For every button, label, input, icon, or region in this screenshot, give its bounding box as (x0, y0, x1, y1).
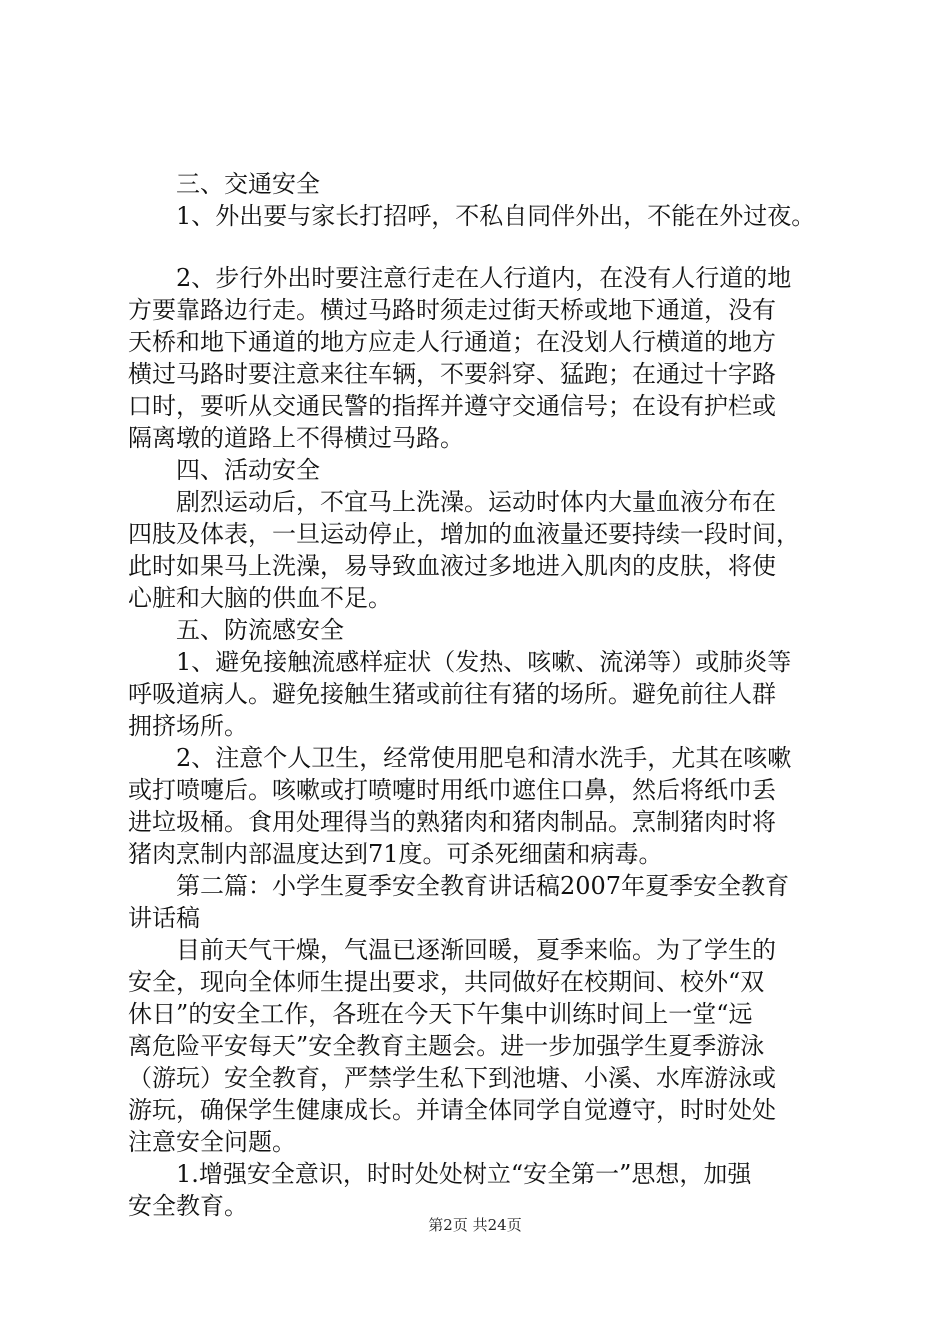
chapter-heading: 讲话稿 (128, 904, 200, 932)
paragraph-line: 1、外出要与家长打招呼，不私自同伴外出，不能在外过夜。 (128, 202, 816, 230)
paragraph-line: 心脏和大脑的供血不足。 (128, 584, 392, 612)
paragraph-line: 横过马路时要注意来往车辆，不要斜穿、猛跑；在通过十字路 (128, 360, 776, 388)
section-heading: 五、防流感安全 (128, 616, 344, 644)
paragraph-line: 口时，要听从交通民警的指挥并遵守交通信号；在设有护栏或 (128, 392, 776, 420)
paragraph-line: 安全教育。 (128, 1192, 248, 1220)
paragraph-line: 天桥和地下通道的地方应走人行通道；在没划人行横道的地方 (128, 328, 776, 356)
paragraph-line: 安全，现向全体师生提出要求，共同做好在校期间、校外“双 (128, 968, 765, 996)
paragraph-line: 进垃圾桶。食用处理得当的熟猪肉和猪肉制品。烹制猪肉时将 (128, 808, 776, 836)
paragraph-line: 四肢及体表，一旦运动停止，增加的血液量还要持续一段时间， (128, 520, 800, 548)
section-heading: 四、活动安全 (128, 456, 320, 484)
page-footer (0, 1214, 950, 1235)
paragraph-line: 注意安全问题。 (128, 1128, 296, 1156)
paragraph-line: 呼吸道病人。避免接触生猪或前往有猪的场所。避免前往人群 (128, 680, 776, 708)
paragraph-line: 2、注意个人卫生，经常使用肥皂和清水洗手，尤其在咳嗽 (128, 744, 792, 772)
paragraph-line: 或打喷嚏后。咳嗽或打喷嚏时用纸巾遮住口鼻，然后将纸巾丢 (128, 776, 776, 804)
paragraph-line: 剧烈运动后，不宜马上洗澡。运动时体内大量血液分布在 (128, 488, 776, 516)
paragraph-line: 1.增强安全意识，时时处处树立“安全第一”思想，加强 (128, 1160, 752, 1188)
paragraph-line: 2、步行外出时要注意行走在人行道内，在没有人行道的地 (128, 264, 792, 292)
paragraph-line: 隔离墩的道路上不得横过马路。 (128, 424, 464, 452)
document-body (128, 168, 840, 1222)
paragraph-line: （游玩）安全教育，严禁学生私下到池塘、小溪、水库游泳或 (128, 1064, 776, 1092)
paragraph-line: 休日”的安全工作，各班在今天下午集中训练时间上一堂“远 (128, 1000, 753, 1028)
paragraph-line: 目前天气干燥，气温已逐渐回暖，夏季来临。为了学生的 (128, 936, 776, 964)
blank-line (128, 232, 840, 262)
page-number: 第2页 共24页 (428, 1216, 522, 1234)
paragraph-line: 游玩，确保学生健康成长。并请全体同学自觉遵守，时时处处 (128, 1096, 776, 1124)
paragraph-line: 1、避免接触流感样症状（发热、咳嗽、流涕等）或肺炎等 (128, 648, 792, 676)
paragraph-line: 猪肉烹制内部温度达到71度。可杀死细菌和病毒。 (128, 840, 663, 868)
paragraph-line: 此时如果马上洗澡，易导致血液过多地进入肌肉的皮肤，将使 (128, 552, 776, 580)
section-heading: 三、交通安全 (128, 170, 320, 198)
paragraph-line: 方要靠路边行走。横过马路时须走过街天桥或地下通道，没有 (128, 296, 776, 324)
paragraph-line: 拥挤场所。 (128, 712, 248, 740)
paragraph-line: 离危险平安每天”安全教育主题会。进一步加强学生夏季游泳 (128, 1032, 765, 1060)
chapter-heading: 第二篇：小学生夏季安全教育讲话稿2007年夏季安全教育 (128, 872, 790, 900)
